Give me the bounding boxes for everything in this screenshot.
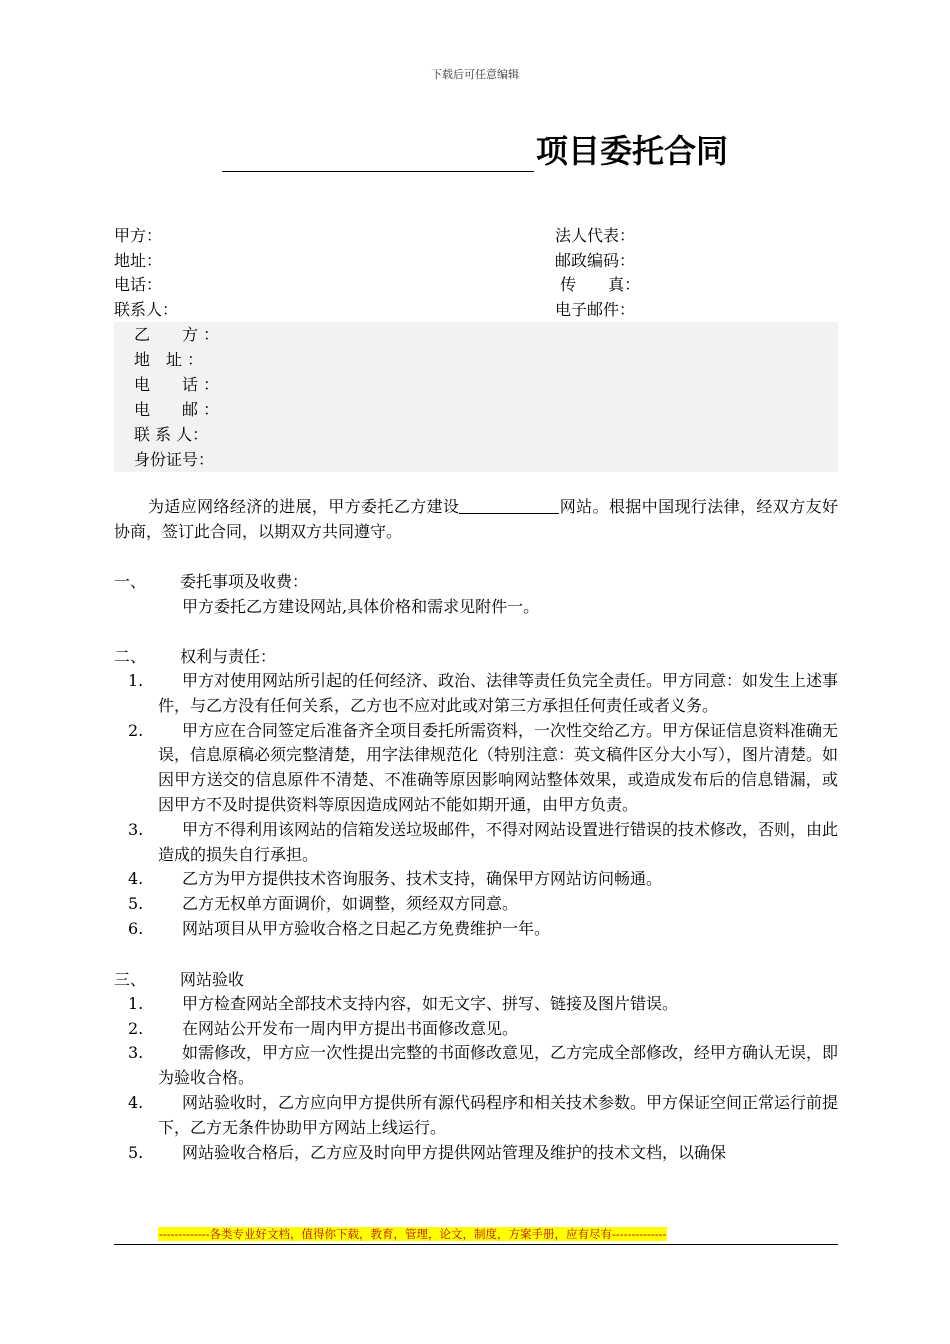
intro-text: 为适应网络经济的进展，甲方委托乙方建设 [148, 497, 460, 516]
party-b-label: 地 址 ： [134, 350, 204, 369]
party-a-label: 联系人： [114, 299, 179, 319]
section-heading [114, 569, 838, 594]
item-number: 5. [128, 894, 144, 914]
list-item [114, 1041, 838, 1091]
party-b-label: 身份证号： [134, 450, 215, 469]
party-a-row [114, 224, 838, 249]
item-text: 网站验收合格后，乙方应及时向甲方提供网站管理及维护的技术文档，以确保 [182, 1142, 727, 1162]
item-text: 甲方应在合同签定后准备齐全项目委托所需资料，一次性交给乙方。甲方保证信息资料准确无误，信息原稿必须完整清楚，用字法律规范化（特别注意：英文稿件区分大小写），图片清楚。如因甲方送交的信息原件不清楚、不准确等原因影响网站整体效果，或造成发布后的信息错漏，或因甲方不及时提供资料等原因造成网站不能如期开通，由甲方负责。 [158, 720, 839, 814]
intro-text: 网站。根据中国现行法律，经双方友好协商，签订此合同，以期双方共同遵守。 [114, 497, 838, 541]
party-a-row [114, 273, 838, 298]
section-title: 权利与责任： [180, 647, 277, 666]
section-number: 二、 [114, 647, 147, 666]
party-a-label: 电话： [114, 275, 163, 294]
section-text: 甲方委托乙方建设网站,具体价格和需求见附件一。 [182, 597, 540, 616]
item-text: 在网站公开发布一周内甲方提出书面修改意见。 [182, 1018, 519, 1038]
item-text: 甲方对使用网站所引起的任何经济、政治、法律等责任负完全责任。甲方同意：如发生上述事件，与乙方没有任何关系，乙方也不应对此或对第三方承担任何责任或者义务。 [158, 671, 839, 715]
item-text: 乙方无权单方面调价，如调整，须经双方同意。 [182, 894, 519, 914]
section-number: 一、 [114, 572, 147, 591]
party-a-row [114, 298, 838, 323]
list-item [114, 1091, 838, 1141]
item-number: 2. [128, 1018, 144, 1038]
list-item [114, 1141, 838, 1166]
list-item [114, 1017, 838, 1042]
list-item [114, 892, 838, 917]
section-title: 网站验收 [180, 969, 245, 989]
item-number: 4. [128, 1092, 144, 1112]
document-title [0, 126, 950, 172]
list-item [114, 917, 838, 942]
item-text: 甲方不得利用该网站的信箱发送垃圾邮件，不得对网站设置进行错误的技术修改，否则，由此造成的损失自行承担。 [158, 819, 839, 864]
title-text: 项目委托合同 [535, 132, 728, 170]
item-text: 甲方检查网站全部技术支持内容，如无文字、拼写、链接及图片错误。 [182, 993, 679, 1013]
item-number: 1. [128, 993, 144, 1013]
party-b-label: 电 话 ： [134, 375, 220, 394]
list-item [114, 719, 838, 818]
item-number: 3. [128, 819, 144, 839]
item-text: 如需修改，甲方应一次性提出完整的书面修改意见，乙方完成全部修改，经甲方确认无误，即为验收合格。 [158, 1043, 839, 1088]
party-a-block [114, 224, 838, 322]
footer-banner: -------------各类专业好文档，值得你下载，教育，管理，论文，制度，方案手册，应有尽有-------------- [159, 1227, 667, 1241]
party-b-label: 乙 方 ： [134, 325, 220, 344]
section-heading [114, 967, 838, 992]
item-number: 6. [128, 918, 144, 938]
item-number: 4. [128, 869, 144, 889]
website-name-blank [459, 495, 559, 514]
item-number: 5. [128, 1142, 144, 1162]
party-b-label: 电 邮 ： [134, 400, 220, 419]
item-text: 网站验收时，乙方应向甲方提供所有源代码程序和相关技术参数。甲方保证空间正常运行前提下，乙方无条件协助甲方网站上线运行。 [158, 1092, 839, 1137]
header-note: 下载后可任意编辑 [431, 68, 519, 81]
section-number: 三、 [114, 969, 147, 989]
party-a-label: 地址： [114, 250, 163, 270]
footer-divider [114, 1244, 838, 1245]
section-heading [114, 644, 838, 669]
party-a-label: 电子邮件： [555, 299, 636, 319]
list-item [114, 818, 838, 868]
party-a-label: 邮政编码： [555, 250, 636, 270]
item-number: 1. [128, 671, 144, 690]
party-b-label: 联 系 人： [134, 425, 209, 444]
item-number: 2. [128, 720, 144, 740]
party-a-label: 传 真： [555, 275, 641, 294]
item-text: 网站项目从甲方验收合格之日起乙方免费维护一年。 [182, 918, 551, 938]
item-number: 3. [128, 1043, 144, 1063]
party-a-row [114, 249, 838, 274]
section-title: 委托事项及收费： [180, 572, 309, 591]
party-a-label: 法人代表： [555, 226, 636, 245]
list-item [114, 669, 838, 719]
contract-body [114, 494, 838, 1165]
list-item [114, 992, 838, 1017]
list-item [114, 867, 838, 892]
title-blank-line [222, 141, 534, 172]
party-a-label: 甲方： [114, 226, 163, 245]
intro-paragraph [114, 494, 838, 544]
party-b-block [114, 322, 838, 472]
item-text: 乙方为甲方提供技术咨询服务、技术支持，确保甲方网站访问畅通。 [182, 869, 663, 889]
